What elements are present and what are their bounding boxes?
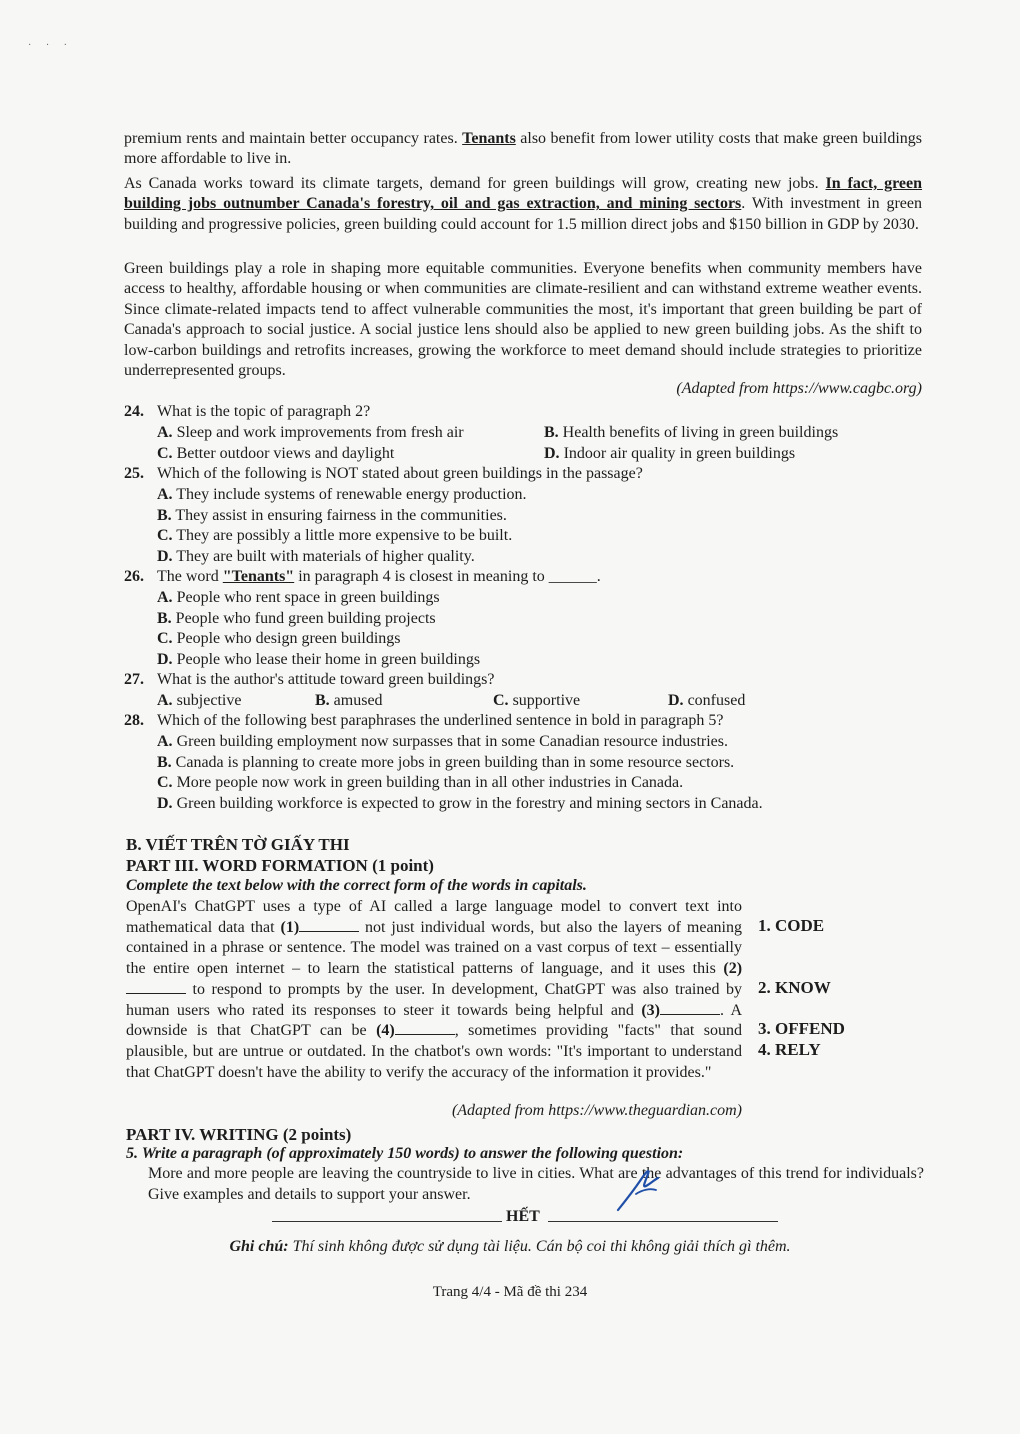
footnote (0, 1238, 1020, 1256)
question-number: 25. (124, 465, 144, 482)
section-b-title: B. VIẾT TRÊN TỜ GIẤY THI (126, 835, 350, 854)
passage-paragraph-5 (124, 174, 922, 235)
blank-1 (299, 931, 359, 932)
blank-1-marker: (1) (280, 918, 300, 936)
p5-rest: . With investment in green building and progressive policies, green building could account for 1.5 million direct jobs and $150 billion in GDP by 2030. (124, 195, 923, 233)
p4-rest: also benefit from lower utility costs that make green buildings more affordable to live in. (124, 130, 923, 168)
option-d: D. People who lease their home in green buildings (157, 651, 481, 668)
option-d: D. confused (668, 692, 746, 709)
option-d: D. Green building workforce is expected to grow in the forestry and mining sectors in Canada. (157, 795, 763, 812)
question-text: What is the author's attitude toward green buildings? (157, 671, 495, 688)
tenants-quoted: "Tenants" (222, 568, 295, 585)
p5-underlined-sentence: In fact, green building jobs outnumber Canada's forestry, oil and gas extraction, and mining sectors (124, 175, 923, 213)
option-a: A. They include systems of renewable energy production. (157, 486, 527, 503)
option-d: D. They are built with materials of higher quality. (157, 548, 475, 565)
passage-paragraph-4 (124, 129, 922, 170)
option-b: B. They assist in ensuring fairness in the communities. (157, 507, 507, 524)
p5-text: As Canada works toward its climate targets, demand for green buildings will grow, creating new jobs. (124, 175, 819, 192)
note-label: Ghi chú: (229, 1238, 289, 1255)
note-text: Thí sinh không được sử dụng tài liệu. Cán bộ coi thi không giải thích gì thêm. (292, 1238, 791, 1255)
passage-paragraph-6 (124, 259, 922, 381)
word-formation-source: (Adapted from https://www.theguardian.com) (451, 1102, 742, 1119)
part3-instructions: Complete the text below with the correct form of the words in capitals. (126, 877, 587, 894)
end-line-right (548, 1221, 778, 1222)
question-number: 24. (124, 403, 144, 420)
option-c: C. They are possibly a little more expensive to be built. (157, 527, 513, 544)
part3-title: PART III. WORD FORMATION (1 point) (126, 856, 434, 875)
p6-text: Green buildings play a role in shaping more equitable communities. Everyone benefits when community members have access to healthy, affordable housing or when communities are climate-resilient and can withstand extreme weather events. Since climate-related impacts tend to affect vulnerable communities the most, it's important that green building be part of Canada's approach to social justice. A social justice lens should also be applied to new green building jobs. As the shift to low-carbon buildings and retrofits increases, growing the workforce to meet demand should include strategies to prioritize underrepresented groups. (124, 260, 922, 380)
option-c: C. supportive (493, 692, 581, 709)
question-number: 26. (124, 568, 144, 585)
question-text: The word "Tenants" in paragraph 4 is closest in meaning to ______. (157, 568, 601, 585)
capital-word-1: 1. CODE (758, 916, 825, 935)
option-b: B. Health benefits of living in green buildings (544, 424, 839, 441)
option-b: B. People who fund green building projects (157, 610, 436, 627)
blank-2 (126, 993, 186, 994)
option-b: B. amused (315, 692, 383, 709)
option-d: D. Indoor air quality in green buildings (544, 445, 796, 462)
question-text: Which of the following best paraphrases the underlined sentence in bold in paragraph 5? (157, 712, 724, 729)
option-a: A. Sleep and work improvements from fresh air (157, 424, 464, 441)
pen-signature-mark (612, 1160, 668, 1216)
capital-word-2: 2. KNOW (758, 978, 831, 997)
option-c: C. More people now work in green building than in all other industries in Canada. (157, 774, 684, 791)
capital-word-4: 4. RELY (758, 1040, 821, 1059)
option-a: A. subjective (157, 692, 242, 709)
blank-3-marker: (3) (641, 1001, 660, 1019)
option-a: A. People who rent space in green buildings (157, 589, 440, 606)
passage-source: (Adapted from https://www.cagbc.org) (676, 380, 922, 397)
blank-3 (660, 1014, 720, 1015)
p4-text: premium rents and maintain better occupancy rates. (124, 130, 458, 147)
question-text: What is the topic of paragraph 2? (157, 403, 371, 420)
word-formation-text: OpenAI's ChatGPT uses a type of AI called a large language model to convert text into mathematical data that (1) not just individual words, but also the layers of meaning contained in a phrase or sentence. The model was trained on a vast corpus of text – essentially the entire open internet – to learn the statistical patterns of language, and it uses this (2) to respond to prompts by the user. In development, ChatGPT was also trained by human users who rated its responses to steer it towards being helpful and (3) . A downside is that ChatGPT can be (4) , sometimes providing "facts" that sound plausible, but are untrue or outdated. In the chatbot's own words: "It's important to understand that ChatGPT doesn't have the ability to verify the accuracy of the information it provides." (126, 898, 743, 1081)
end-mark: HẾT (506, 1208, 540, 1225)
option-c: C. People who design green buildings (157, 630, 401, 647)
option-a: A. Green building employment now surpasses that in some Canadian resource industries. (157, 733, 728, 750)
writing-prompt: More and more people are leaving the countryside to live in cities. What are the advantages of this trend for individuals? Give examples and details to support your answer. (148, 1165, 924, 1203)
blank-4 (395, 1034, 455, 1035)
blank-2-marker: (2) (723, 960, 743, 978)
part4-title: PART IV. WRITING (2 points) (126, 1125, 352, 1144)
part4-instructions: 5. Write a paragraph (of approximately 150 words) to answer the following question: (126, 1145, 684, 1162)
end-line-left (272, 1221, 502, 1222)
tenants-word: Tenants (462, 130, 516, 147)
page-footer: Trang 4/4 - Mã đề thi 234 (432, 1284, 588, 1300)
option-c: C. Better outdoor views and daylight (157, 445, 395, 462)
blank-4-marker: (4) (376, 1022, 395, 1040)
question-number: 27. (124, 671, 144, 688)
question-text: Which of the following is NOT stated about green buildings in the passage? (157, 465, 643, 482)
option-b: B. Canada is planning to create more jobs in green building than in some resource sectors. (157, 754, 735, 771)
scan-specks: · · · (28, 40, 73, 51)
question-number: 28. (124, 712, 144, 729)
capital-word-3: 3. OFFEND (758, 1019, 845, 1038)
